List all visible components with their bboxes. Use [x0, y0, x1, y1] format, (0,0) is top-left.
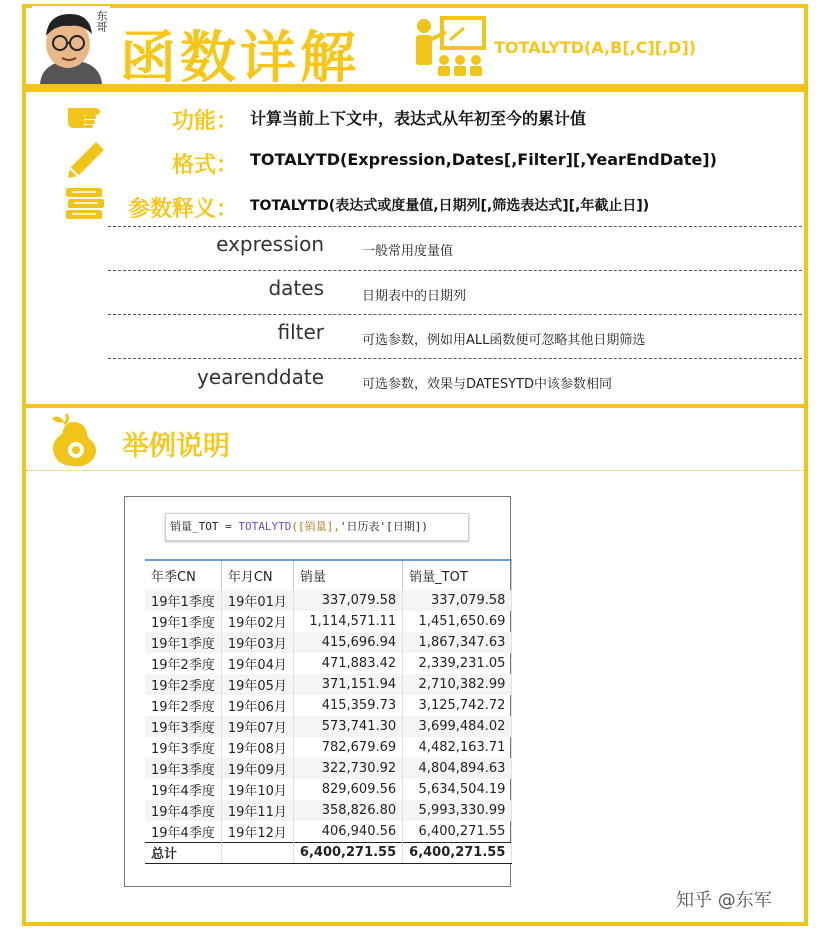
formula-arg: ([销量], [291, 520, 340, 533]
table-cell: 406,940.56 [293, 821, 402, 842]
format-value: TOTALYTD(Expression,Dates[,Filter][,YearEndDate]) [250, 150, 717, 169]
table-cell: 19年05月 [221, 674, 293, 695]
avatar [32, 6, 110, 84]
table-cell: 19年03月 [221, 632, 293, 653]
table-cell: 829,609.56 [293, 779, 402, 800]
param-name: expression [216, 232, 324, 256]
table-cell: 337,079.58 [293, 590, 402, 611]
table-cell: 415,696.94 [293, 632, 402, 653]
table-cell: 19年02月 [221, 611, 293, 632]
table-row [145, 800, 512, 821]
param-name: dates [268, 276, 324, 300]
data-table [145, 559, 512, 864]
function-signature: TOTALYTD(A,B[,C][,D]) [494, 38, 697, 57]
table-cell: 19年01月 [221, 590, 293, 611]
table-cell: 19年09月 [221, 758, 293, 779]
table-cell: 19年07月 [221, 716, 293, 737]
table-row [145, 611, 512, 632]
table-cell: 19年2季度 [145, 695, 221, 716]
table-cell: 19年10月 [221, 779, 293, 800]
table-cell: 1,114,571.11 [293, 611, 402, 632]
avatar-tag: 东哥 [95, 10, 108, 32]
table-cell: 3,699,484.02 [403, 716, 512, 737]
param-name: yearenddate [197, 365, 324, 389]
column-header: 销量 [293, 560, 402, 590]
table-row [145, 590, 512, 611]
divider [108, 314, 802, 315]
column-header: 年季CN [145, 560, 221, 590]
table-cell: 19年2季度 [145, 674, 221, 695]
pencil-icon [66, 140, 106, 182]
teacher-presentation-icon [412, 16, 488, 78]
param-desc: 可选参数，效果与DATESYTD中该参数相同 [362, 377, 612, 392]
table-cell: 19年04月 [221, 653, 293, 674]
table-row [145, 716, 512, 737]
table-cell: 19年4季度 [145, 821, 221, 842]
page-title: 函数详解 [120, 26, 360, 91]
formula-function: TOTALYTD [238, 520, 292, 533]
param-name: filter [277, 320, 324, 344]
divider [108, 270, 802, 271]
table-cell: 19年4季度 [145, 800, 221, 821]
table-cell: 4,482,163.71 [403, 737, 512, 758]
table-row [145, 779, 512, 800]
formula-arg: '日历表'[日期]) [339, 520, 428, 533]
table-cell: 19年3季度 [145, 737, 221, 758]
param-desc: 可选参数，例如用ALL函数便可忽略其他日期筛选 [362, 333, 646, 348]
params-value: TOTALYTD(表达式或度量值,日期列[,筛选表达式][,年截止日]) [250, 198, 650, 214]
column-header: 年月CN [221, 560, 293, 590]
table-cell [221, 842, 293, 863]
table-cell: 19年06月 [221, 695, 293, 716]
table-cell: 19年1季度 [145, 632, 221, 653]
table-cell: 337,079.58 [403, 590, 512, 611]
table-cell: 5,634,504.19 [403, 779, 512, 800]
table-row [145, 674, 512, 695]
table-cell: 5,993,330.99 [403, 800, 512, 821]
table-total-row [145, 842, 512, 863]
formula-equals: = [218, 520, 239, 533]
table-row [145, 695, 512, 716]
divider [108, 226, 802, 227]
table-row [145, 821, 512, 842]
table-cell: 358,826.80 [293, 800, 402, 821]
param-desc: 一般常用度量值 [362, 244, 454, 259]
table-cell: 6,400,271.55 [293, 842, 402, 863]
table-cell: 6,400,271.55 [403, 821, 512, 842]
table-cell: 371,151.94 [293, 674, 402, 695]
table-cell: 19年3季度 [145, 758, 221, 779]
table-row [145, 653, 512, 674]
table-cell: 4,804,894.63 [403, 758, 512, 779]
table-cell: 2,710,382.99 [403, 674, 512, 695]
table-cell: 19年11月 [221, 800, 293, 821]
table-cell: 19年12月 [221, 821, 293, 842]
function-value: 计算当前上下文中，表达式从年初至今的累计值 [250, 109, 587, 128]
divider [108, 358, 802, 359]
table-row [145, 758, 512, 779]
dax-formula-bar [165, 513, 469, 541]
table-cell: 2,339,231.05 [403, 653, 512, 674]
table-cell: 322,730.92 [293, 758, 402, 779]
table-header-row [145, 560, 512, 590]
watermark: 知乎 @东军 [676, 890, 772, 911]
table-cell: 19年3季度 [145, 716, 221, 737]
books-icon [64, 186, 106, 224]
example-screenshot [124, 496, 511, 887]
table-cell: 19年2季度 [145, 653, 221, 674]
table-cell: 19年08月 [221, 737, 293, 758]
table-cell: 19年1季度 [145, 611, 221, 632]
function-label: 功能： [171, 109, 238, 134]
table-cell: 19年1季度 [145, 590, 221, 611]
table-cell: 总计 [145, 842, 221, 863]
params-label: 参数释义： [127, 197, 238, 222]
example-title: 举例说明 [122, 431, 230, 462]
divider [26, 470, 804, 471]
param-desc: 日期表中的日期列 [362, 289, 467, 304]
pear-icon [46, 412, 102, 472]
table-cell: 1,451,650.69 [403, 611, 512, 632]
formula-measure: 销量_TOT [170, 520, 219, 533]
format-label: 格式： [171, 153, 238, 178]
table-cell: 19年4季度 [145, 779, 221, 800]
pointing-hand-icon [66, 100, 108, 134]
column-header: 销量_TOT [403, 560, 512, 590]
table-row [145, 632, 512, 653]
table-cell: 3,125,742.72 [403, 695, 512, 716]
table-row [145, 737, 512, 758]
table-cell: 415,359.73 [293, 695, 402, 716]
table-cell: 573,741.30 [293, 716, 402, 737]
table-cell: 471,883.42 [293, 653, 402, 674]
table-cell: 782,679.69 [293, 737, 402, 758]
table-cell: 6,400,271.55 [403, 842, 512, 863]
table-cell: 1,867,347.63 [403, 632, 512, 653]
